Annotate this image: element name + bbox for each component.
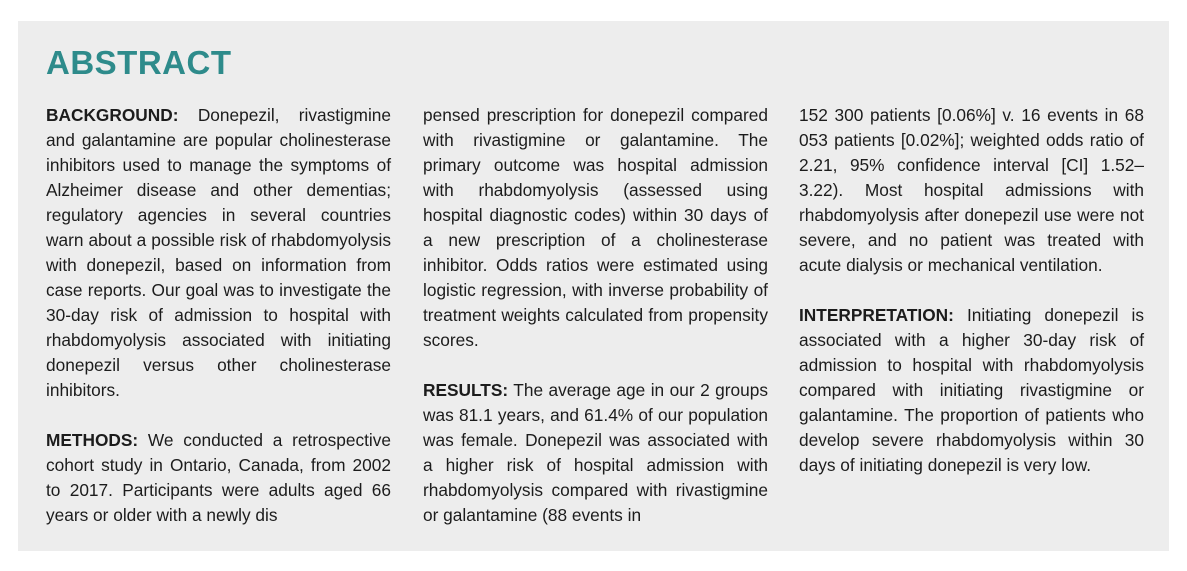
results-label: RESULTS: — [423, 380, 509, 400]
background-label: BACKGROUND: — [46, 105, 179, 125]
methods-paragraph-end — [423, 103, 768, 353]
background-text: Donepezil, rivastigmine and galantamine are popular cholinesterase inhibitors used to manage the symptoms of Alzheimer disease and other dementias; regulatory agencies in several countries warn about a possible risk of rhabdomyolysis with donepezil, based on information from case reports. Our goal was to investigate the 30-day risk of admission to hospital with rhabdomyolysis associated with initiating donepezil versus other cholinesterase inhibitors. — [46, 105, 391, 400]
methods-text-part1: We conducted a retrospective cohort study in Ontario, Canada, from 2002 to 2017. Participants were adults aged 66 years or older with a newly dis — [46, 430, 391, 525]
background-paragraph — [46, 103, 391, 403]
abstract-heading: ABSTRACT — [46, 44, 232, 81]
results-paragraph-start — [423, 378, 768, 528]
abstract-column-1 — [46, 103, 391, 528]
results-text-part1: The average age in our 2 groups was 81.1 years, and 61.4% of our population was female. Donepezil was associated with a higher risk of hospital admission with rhabdomyolysis compared with rivastigmine or galantamine (88 events in — [423, 380, 768, 525]
methods-label: METHODS: — [46, 430, 139, 450]
interpretation-label: INTERPRETATION: — [799, 305, 954, 325]
interpretation-text: Initiating donepezil is associated with a higher 30-day risk of admission to hospital with rhabdomyolysis compared with initiating rivastigmine or galantamine. The proportion of patients who develop severe rhabdomyolysis within 30 days of initiating donepezil is very low. — [799, 305, 1144, 475]
results-text-part2: 152 300 patients [0.06%] v. 16 events in 68 053 patients [0.02%]; weighted odds ratio of 2.21, 95% confidence interval [CI] 1.52–3.22). Most hospital admissions with rhabdomyolysis after donepezil use were not severe, and no patient was treated with acute dialysis or mechanical ventilation. — [799, 105, 1144, 275]
abstract-column-2 — [423, 103, 768, 528]
interpretation-paragraph — [799, 303, 1144, 478]
methods-text-part2: pensed prescription for donepezil compared with rivastigmine or galantamine. The primary outcome was hospital admission with rhabdomyolysis (assessed using hospital diagnostic codes) within 30 days of a new prescription of a cholinesterase inhibitor. Odds ratios were estimated using logistic regression, with inverse probability of treatment weights calculated from propensity scores. — [423, 105, 768, 350]
abstract-column-3 — [799, 103, 1144, 478]
methods-paragraph-start — [46, 428, 391, 528]
results-paragraph-end — [799, 103, 1144, 278]
